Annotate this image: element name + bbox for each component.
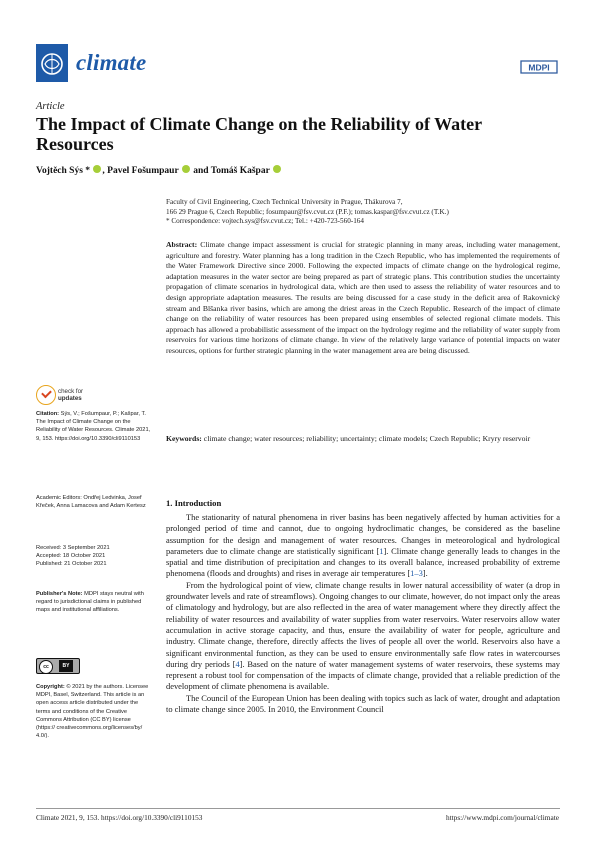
journal-logo-icon — [36, 44, 68, 82]
publisher-note-text: MDPI stays neutral with regard to jurisdictional claims in published maps and institutional affiliations. — [36, 591, 144, 614]
article-type: Article — [36, 101, 65, 112]
cc-by-license-badge[interactable] — [36, 658, 80, 674]
check-updates-icon — [36, 385, 56, 405]
affiliation-line: Faculty of Civil Engineering, Czech Technical University in Prague, Thákurova 7, — [166, 198, 403, 206]
mdpi-logo-text: MDPI — [528, 62, 550, 73]
citation-text[interactable]: Sýs, V.; Fošumpaur, P.; Kašpar, T. The Impact of Climate Change on the Reliability of Water Resources. Climate 2021, 9, 153. https://doi.org/10.3390/cli9110153 — [36, 411, 151, 442]
author-3[interactable]: and Tomáš Kašpar — [193, 166, 270, 176]
by-icon: BY — [59, 660, 73, 672]
author-1[interactable]: Vojtěch Sýs * — [36, 166, 91, 176]
orcid-icon[interactable] — [273, 165, 281, 173]
affiliation-line: 166 29 Prague 6, Czech Republic; fosumpaur@fsv.cvut.cz (P.F.); tomas.kaspar@fsv.cvut.cz (T.K.) — [166, 207, 449, 216]
orcid-icon[interactable] — [93, 165, 101, 173]
copyright-block — [36, 683, 151, 740]
mdpi-logo — [519, 58, 559, 76]
received-date: Received: 3 September 2021 — [36, 545, 110, 551]
copyright-label: Copyright: — [36, 684, 65, 690]
citation-label: Citation: — [36, 411, 60, 417]
paragraph: The stationarity of natural phenomena in river basins has been negatively affected by human activities for a prolonged period of time and cannot, due to ongoing hydroclimatic changes, be considered as the baseline assumption for the design and management of water resources. Changes in meteorological and hydrological parameters due to climate change are statistically significant [1]. Climate change generally leads to changes in the spatial and time distribution of precipitation and changes to its overall balance, increased probability of extreme phenomena (floods and droughts) and rises in average air temperatures [1–3]. — [166, 512, 560, 579]
orcid-icon[interactable] — [182, 165, 190, 173]
academic-editors: Academic Editors: Ondřej Ledvinka, Josef Křeček, Anna Lamacova and Adam Kertesz — [36, 495, 146, 510]
footer-citation[interactable]: Climate 2021, 9, 153. https://doi.org/10.3390/cli9110153 — [36, 813, 203, 822]
footer-journal-url[interactable]: https://www.mdpi.com/journal/climate — [445, 813, 559, 822]
citation-link[interactable]: 4 — [235, 658, 240, 669]
citation-block — [36, 410, 151, 443]
body-text — [166, 512, 560, 715]
check-for-updates-badge[interactable] — [36, 385, 116, 407]
accepted-date: Accepted: 18 October 2021 — [36, 553, 106, 560]
article-title: The Impact of Climate Change on the Reliability of Water Resources — [36, 114, 482, 154]
journal-logo — [36, 44, 68, 82]
abstract-text: Climate change impact assessment is crucial for strategic planning in many areas, including water management, agriculture and forestry. Water planning has a long tradition in the Czech Republic, who has implemented the requirements of the Water Framework Directive since 2000. Following the expected impacts of climate change on the hydrological regime, adaptation measures in the water sector are being prepared as part of strategic plans. This contribution studies the uncertainty propagation of climate scenarios in hydrological data, which are then used to assess the reliability of water resources and to design appropriate adaptation measures. The results are being discussed for a case study in the deficit area of Rakovnický stream and Blšanka river basins, which are among the driest areas in the Czech Republic. Research of the impact of climate change on the reliability of water resources has been prepared using ensembles of selected regional climate models. This approach has allowed a probabilistic assessment of the impact on the hydrology regime and the reliability of water supply from reservoirs for various time horizons of climate change. In view of the relatively large variance of potential impacts on water resources, options for further strategic planning in the water management area are being discussed. — [166, 240, 560, 355]
abstract — [166, 240, 560, 357]
keywords — [166, 434, 560, 445]
author-list: Vojtěch Sýs * , Pavel Fošumpaur and Tomáš Kašpar — [36, 165, 282, 176]
citation-link[interactable]: 1 — [379, 545, 384, 556]
affiliation-block — [166, 198, 566, 227]
abstract-label: Abstract: — [166, 240, 198, 249]
check-updates-text: check for updates — [58, 388, 84, 402]
citation-link[interactable]: 1–3 — [410, 568, 423, 579]
keywords-label: Keywords: — [166, 434, 202, 443]
paragraph: From the hydrological point of view, climate change results in lower natural accessibility of water (a drop in groundwater levels and rate of streamflows). Ongoing changes to our climate, however, do not impact only the areas of climatology and hydrology, but are also reflected in the area of water management where they directly affect the reliability of water resources and availability of water supplies from water reservoirs. Water reservoirs allow water accumulation in active storage capacity, and thus, ensure the availability of water for people, agriculture and industry. Climate change, therefore, directly affects the lives of people all over the world. Reservoirs also have a significant environmental function, as they can be used to ensure environmentally safe flow rates in watercourses during dry periods [4]. Based on the nature of water management systems of water reservoirs, these systems may represent a robust tool for compensation of the impacts of climate change, provided that a reliable prediction of the development of climate phenomena is available. — [166, 579, 561, 692]
correspondence-line: * Correspondence: vojtech.sys@fsv.cvut.cz; Tel.: +420-723-560-164 — [166, 217, 364, 226]
footer-divider — [36, 808, 560, 809]
copyright-text: © 2021 by the authors. Licensee MDPI, Basel, Switzerland. This article is an open access article distributed under the terms and conditions of the Creative Commons Attribution (CC BY) license (https:// creativecommons.org/licenses/by/ 4.0/). — [36, 684, 149, 740]
section-heading: 1. Introduction — [166, 498, 222, 508]
dates-block — [36, 544, 151, 569]
published-date: Published: 21 October 2021 — [36, 561, 107, 568]
keywords-text: climate change; water resources; reliability; uncertainty; climate models; Czech Republic; Kryry reservoir — [203, 434, 531, 443]
author-2[interactable]: Pavel Fošumpaur — [107, 166, 179, 176]
journal-name: climate — [76, 50, 147, 75]
publisher-note — [36, 590, 151, 615]
publisher-note-label: Publisher's Note: — [36, 591, 83, 597]
cc-icon: cc — [39, 660, 53, 674]
paragraph: The Council of the European Union has been dealing with topics such as lack of water, drought and adaptation to climate change since 2005. In 2010, the Environment Council — [166, 692, 560, 715]
mdpi-logo-icon — [519, 58, 559, 76]
